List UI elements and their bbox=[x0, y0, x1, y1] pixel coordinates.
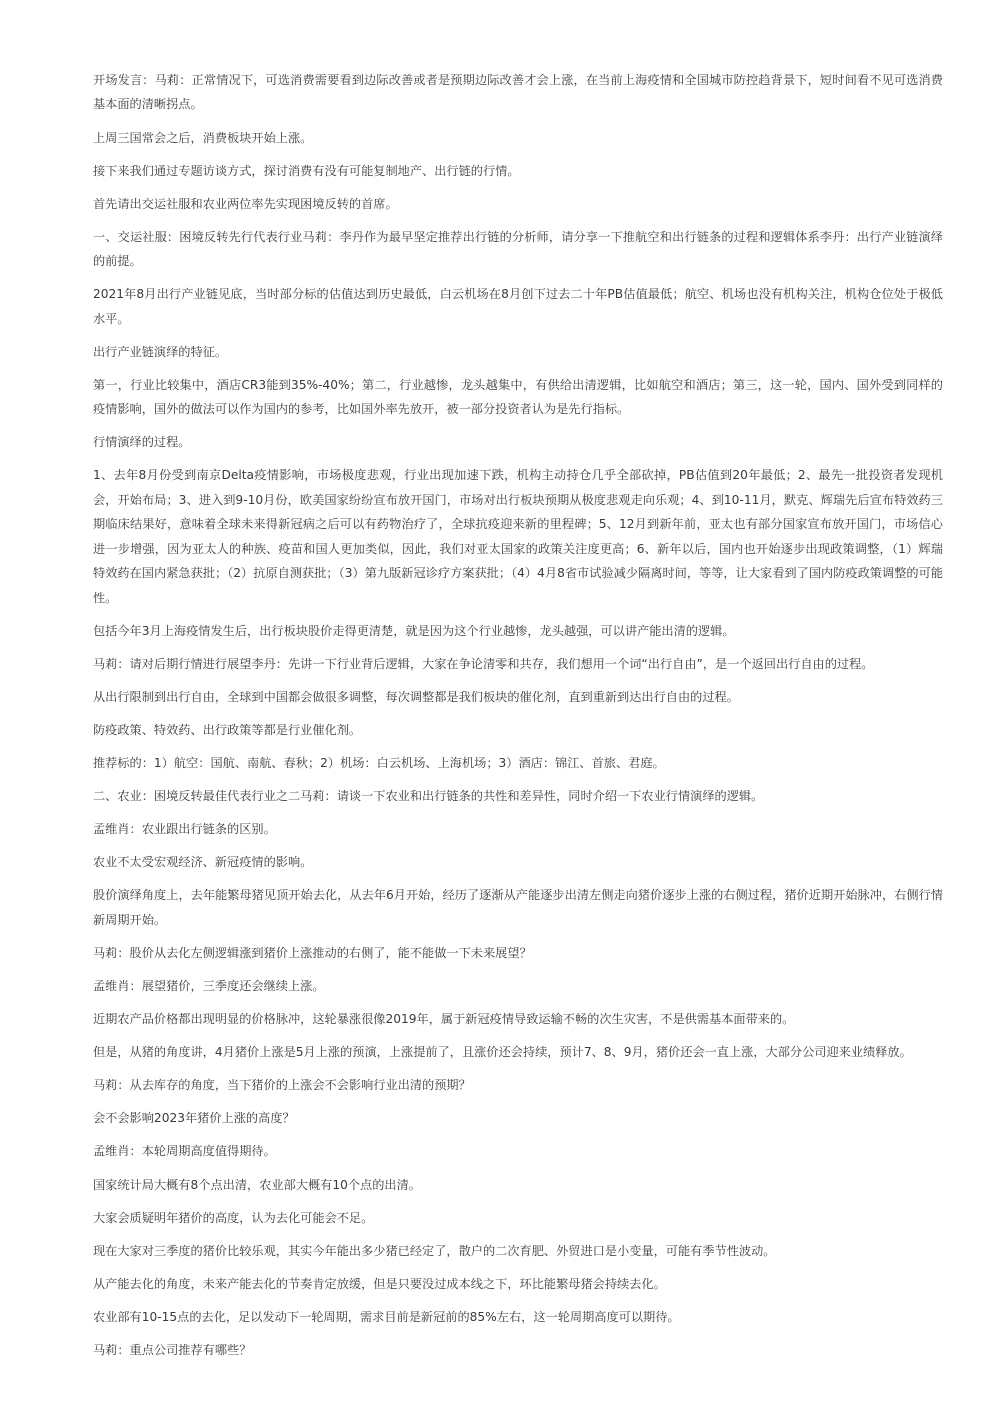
paragraph: 开场发言：马莉：正常情况下，可选消费需要看到边际改善或者是预期边际改善才会上涨，在当前上海疫情和全国城市防控趋背景下，短时间看不见可选消费基本面的清晰拐点。 bbox=[93, 73, 943, 112]
paragraph: 从出行限制到出行自由，全球到中国都会做很多调整，每次调整都是我们板块的催化剂，直到重新到达出行自由的过程。 bbox=[93, 689, 739, 704]
paragraph: 股价演绎角度上，去年能繁母猪见顶开始去化，从去年6月开始，经历了逐渐从产能逐步出清左侧走向猪价逐步上涨的右侧过程，猪价近期开始脉冲，右侧行情新周期开始。 bbox=[93, 888, 943, 927]
paragraph: 第一，行业比较集中，酒店CR3能到35%-40%；第二，行业越惨，龙头越集中，有供给出清逻辑，比如航空和酒店；第三，这一轮，国内、国外受到同样的疫情影响，国外的做法可以作为国内的参考，比如国外率先放开，被一部分投资者认为是先行指标。 bbox=[93, 377, 943, 417]
paragraph: 马莉：从去库存的角度，当下猪价的上涨会不会影响行业出清的预期？ bbox=[93, 1078, 471, 1093]
paragraph: 农业不太受宏观经济、新冠疫情的影响。 bbox=[93, 855, 313, 870]
paragraph: 马莉：重点公司推荐有哪些？ bbox=[93, 1342, 252, 1357]
paragraph: 马莉：请对后期行情进行展望李丹：先讲一下行业背后逻辑，大家在争论清零和共存，我们想用一个词“出行自由”，是一个返回出行自由的过程。 bbox=[93, 656, 874, 671]
paragraph: 接下来我们通过专题访谈方式，探讨消费有没有可能复制地产、出行链的行情。 bbox=[93, 163, 520, 178]
paragraph: 上周三国常会之后，消费板块开始上涨。 bbox=[93, 130, 313, 145]
paragraph: 1、去年8月份受到南京Delta疫情影响，市场极度悲观，行业出现加速下跌，机构主动持仓几乎全部砍掉，PB估值到20年最低；2、最先一批投资者发现机会，开始布局；3、进入到9-10月份，欧美国家纷纷宣布放开国门，市场对出行板块预期从极度悲观走向乐观；4、到10-11月，默克、辉瑞先后宣布特效药三期临床结果好，意味着全球未来得新冠病之后可以有药物治疗了，全球抗疫迎来新的里程碑；5、12月到新年前，亚太也有部分国家宣布放开国门，市场信心进一步增强，因为亚太人的种族、疫苗和国人更加类似，因此，我们对亚太国家的政策关注度更高；6、新年以后，国内也开始逐步出现政策调整，（1）辉瑞特效药在国内紧急获批；（2）抗原自测获批；（3）第九版新冠诊疗方案获批；（4）4月8省市试验减少隔离时间，等等，让大家看到了国内防疫政策调整的可能性。 bbox=[93, 468, 943, 605]
paragraph: 首先请出交运社服和农业两位率先实现困境反转的首席。 bbox=[93, 196, 398, 211]
document-body bbox=[93, 68, 943, 1371]
paragraph: 孟维肖：农业跟出行链条的区别。 bbox=[93, 822, 276, 837]
paragraph: 近期农产品价格都出现明显的价格脉冲，这轮暴涨很像2019年，属于新冠疫情导致运输不畅的次生灾害，不是供需基本面带来的。 bbox=[93, 1012, 795, 1027]
paragraph: 出行产业链演绎的特征。 bbox=[93, 344, 228, 359]
paragraph: 防疫政策、特效药、出行政策等都是行业催化剂。 bbox=[93, 722, 362, 737]
paragraph: 2021年8月出行产业链见底，当时部分标的估值达到历史最低，白云机场在8月创下过去二十年PB估值最低；航空、机场也没有机构关注，机构仓位处于极低水平。 bbox=[93, 287, 943, 326]
paragraph: 包括今年3月上海疫情发生后，出行板块股价走得更清楚，就是因为这个行业越惨，龙头越强，可以讲产能出清的逻辑。 bbox=[93, 623, 735, 638]
paragraph: 二、农业：困境反转最佳代表行业之二马莉：请谈一下农业和出行链条的共性和差异性，同时介绍一下农业行情演绎的逻辑。 bbox=[93, 789, 764, 804]
paragraph: 农业部有10-15点的去化，足以发动下一轮周期，需求目前是新冠前的85%左右，这一轮周期高度可以期待。 bbox=[93, 1309, 680, 1324]
paragraph: 大家会质疑明年猪价的高度，认为去化可能会不足。 bbox=[93, 1210, 374, 1225]
paragraph: 但是，从猪的角度讲，4月猪价上涨是5月上涨的预演，上涨提前了，且涨价还会持续，预计7、8、9月，猪价还会一直上涨，大部分公司迎来业绩释放。 bbox=[93, 1045, 912, 1060]
paragraph: 国家统计局大概有8个点出清，农业部大概有10个点的出清。 bbox=[93, 1177, 421, 1192]
paragraph: 会不会影响2023年猪价上涨的高度？ bbox=[93, 1111, 295, 1126]
paragraph: 现在大家对三季度的猪价比较乐观，其实今年能出多少猪已经定了，散户的二次育肥、外贸进口是小变量，可能有季节性波动。 bbox=[93, 1243, 776, 1258]
paragraph: 行情演绎的过程。 bbox=[93, 435, 191, 450]
paragraph: 孟维肖：本轮周期高度值得期待。 bbox=[93, 1144, 276, 1159]
paragraph: 从产能去化的角度，未来产能去化的节奏肯定放缓，但是只要没过成本线之下，环比能繁母猪会持续去化。 bbox=[93, 1276, 666, 1291]
paragraph: 推荐标的：1）航空：国航、南航、春秋；2）机场：白云机场、上海机场；3）酒店：锦江、首旅、君庭。 bbox=[93, 755, 665, 770]
paragraph: 一、交运社服：困境反转先行代表行业马莉：李丹作为最早坚定推荐出行链的分析师，请分享一下推航空和出行链条的过程和逻辑体系李丹：出行产业链演绎的前提。 bbox=[93, 229, 943, 269]
paragraph: 马莉：股价从去化左侧逻辑涨到猪价上涨推动的右侧了，能不能做一下未来展望？ bbox=[93, 945, 532, 960]
paragraph: 孟维肖：展望猪价，三季度还会继续上涨。 bbox=[93, 978, 325, 993]
